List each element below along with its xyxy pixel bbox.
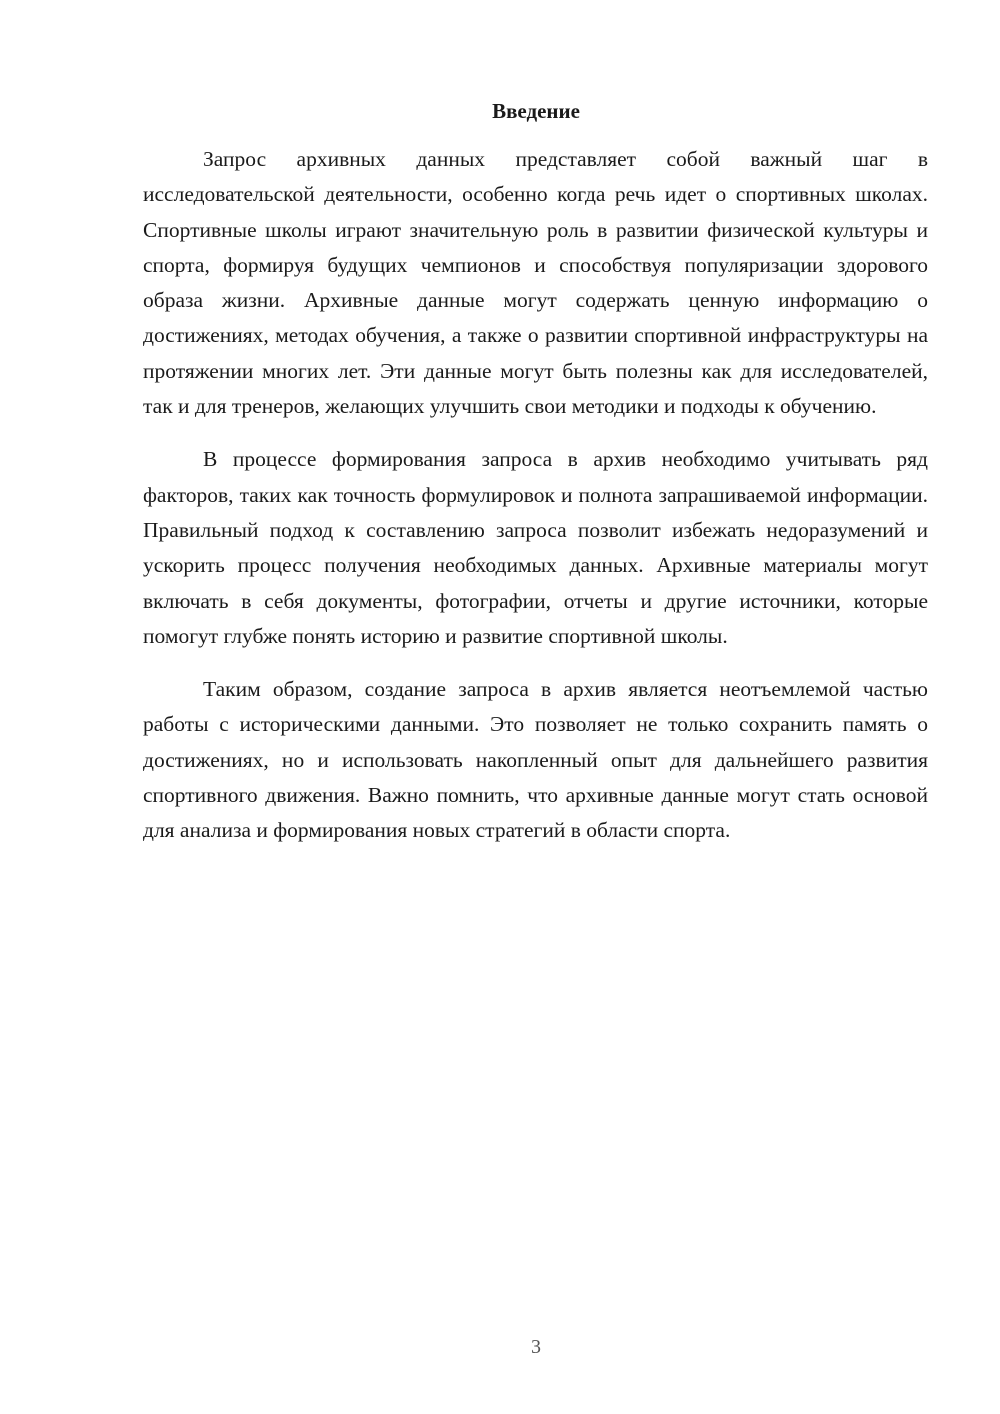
- page-number: 3: [531, 1336, 541, 1358]
- body-text: [143, 142, 928, 867]
- paragraph-1: Запрос архивных данных представляет собой важный шаг в исследовательской деятельности, особенно когда речь идет о спортивных школах. Спортивные школы играют значительную роль в развитии физической культуры и спорта, формируя будущих чемпионов и способствуя популяризации здорового образа жизни. Архивные данные могут содержать ценную информацию о достижениях, методах обучения, а также о развитии спортивной инфраструктуры на протяжении многих лет. Эти данные могут быть полезны как для исследователей, так и для тренеров, желающих улучшить свои методики и подходы к обучению.: [143, 147, 928, 419]
- paragraph-3: Таким образом, создание запроса в архив является неотъемлемой частью работы с историческими данными. Это позволяет не только сохранить память о достижениях, но и использовать накопленный опыт для дальнейшего развития спортивного движения. Важно помнить, что архивные данные могут стать основой для анализа и формирования новых стратегий в области спорта.: [143, 677, 928, 843]
- paragraph-2: В процессе формирования запроса в архив необходимо учитывать ряд факторов, таких как точность формулировок и полнота запрашиваемой информации. Правильный подход к составлению запроса позволит избежать недоразумений и ускорить процесс получения необходимых данных. Архивные материалы могут включать в себя документы, фотографии, отчеты и другие источники, которые помогут глубже понять историю и развитие спортивной школы.: [143, 447, 928, 648]
- section-heading: Введение: [492, 99, 580, 123]
